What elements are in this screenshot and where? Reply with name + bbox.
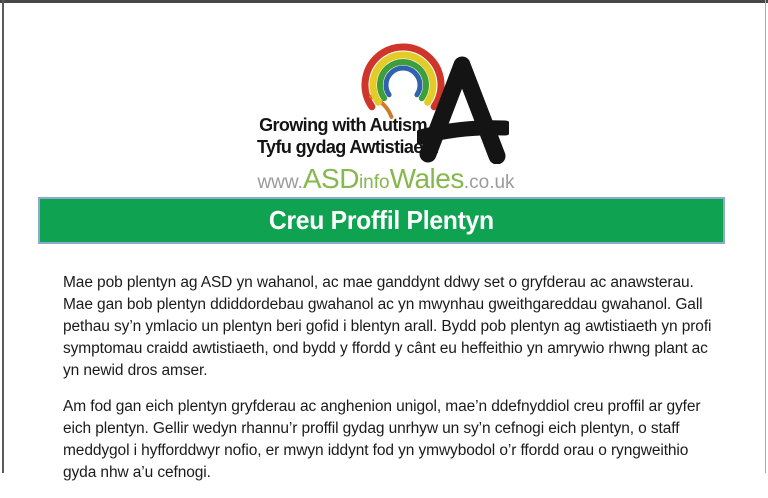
logo-website-url xyxy=(247,163,525,195)
body-paragraph-1: Mae pob plentyn ag ASD yn wahanol, ac mae ganddynt ddwy set o gryfderau ac anawsterau. Mae gan bob plentyn ddiddordebau gwahanol ac yn mwynhau gweithgareddau gwahanol. Gall pethau sy’n ymlacio un plentyn beri gofid i blentyn arall. Bydd pob plentyn ag awtistiaeth yn profi symptomau craidd awtistiaeth, ond bydd y ffordd y cânt eu heffeithio yn amrywio rhwng plant ac yn newid dros amser. xyxy=(63,274,712,379)
logo-tagline-welsh: Tyfu gydag Awtistiaeth xyxy=(257,137,439,157)
url-info-text: info xyxy=(358,172,390,193)
page-title: Creu Proffil Plentyn xyxy=(269,205,494,235)
title-banner xyxy=(38,197,725,244)
page-edge-top xyxy=(0,0,768,3)
page-edge-left xyxy=(2,0,4,473)
logo-taglines xyxy=(257,114,439,158)
logo-tagline-english: Growing with Autism xyxy=(259,115,427,135)
url-asd-text: ASD xyxy=(302,163,359,194)
url-www-prefix: www. xyxy=(257,172,303,193)
url-couk-suffix: .co.uk xyxy=(463,172,515,193)
document-body xyxy=(63,272,713,498)
body-paragraph-2: Am fod gan eich plentyn gryfderau ac anghenion unigol, mae’n ddefnyddiol creu proffil ar gyfer eich plentyn. Gellir wedyn rhannu’r proffil gydag unrhyw un sy’n cefnogi eich plentyn, o staff meddygol i hyfforddwyr nofio, er mwyn iddynt fod yn ymwybodol o’r ffordd orau o ryngweithio gyda nhw a’u cefnogi. xyxy=(63,398,701,481)
url-wales-text: Wales xyxy=(389,163,464,194)
page-edge-right xyxy=(765,0,766,473)
asd-info-wales-logo xyxy=(257,40,515,195)
